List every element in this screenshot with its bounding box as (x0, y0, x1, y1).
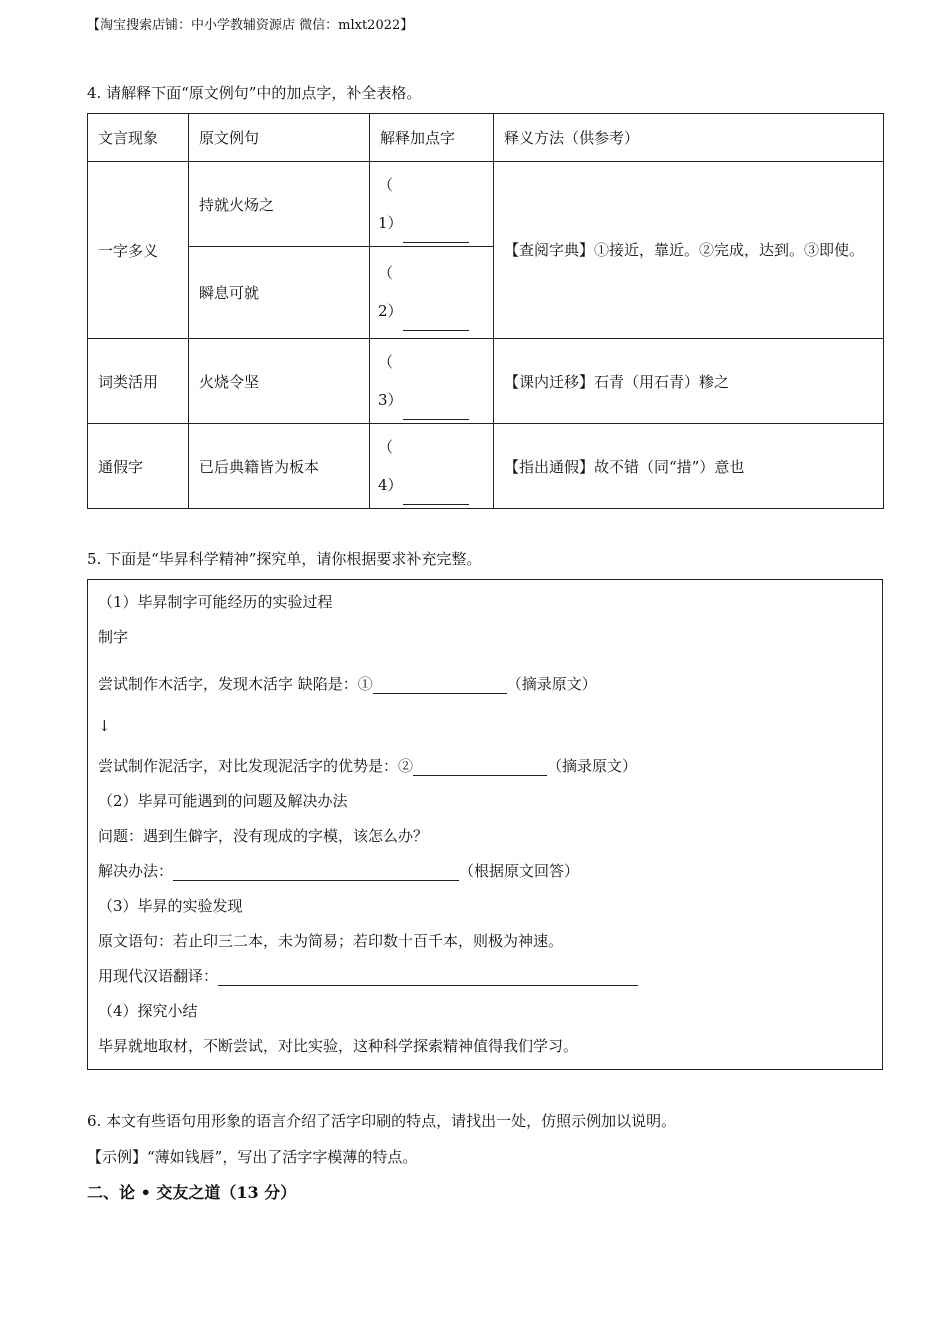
table-header: 解释加点字 (370, 114, 494, 162)
answer-open-paren: （ (378, 175, 394, 194)
question-6-example: 【示例】“薄如钱唇”，写出了活字字模薄的特点。 (87, 1148, 418, 1166)
answer-cell-1 (370, 162, 494, 247)
table-header: 文言现象 (88, 114, 189, 162)
answer-open-paren: （ (378, 264, 394, 282)
wood-type-line (98, 673, 597, 694)
table-header: 释义方法（供参考） (494, 114, 884, 162)
question-5-title: 5. 下面是“毕昇科学精神”探究单，请你根据要求补充完整。 (87, 550, 482, 568)
answer-blank-4[interactable] (403, 466, 469, 505)
part-4-title: （4）探究小结 (98, 1002, 198, 1020)
page-header: 【淘宝搜索店铺：中小学教辅资源店 微信：mlxt2022】 (87, 18, 414, 33)
answer-blank-solution[interactable] (173, 862, 459, 881)
answer-open-paren: （ (378, 352, 394, 371)
part-2-title: （2）毕昇可能遇到的问题及解决办法 (98, 792, 348, 810)
translation-prefix: 用现代汉语翻译： (98, 967, 219, 985)
clay-type-line (98, 755, 637, 776)
solution-line (98, 860, 579, 881)
translation-line (98, 965, 638, 986)
table-header: 原文例句 (189, 114, 370, 162)
clay-type-suffix: （摘录原文） (547, 757, 638, 775)
arrow-down-icon: ↓ (98, 717, 111, 735)
answer-blank-1[interactable] (403, 204, 469, 243)
wood-type-suffix: （摘录原文） (506, 675, 597, 693)
table-row (88, 339, 884, 424)
table-row (88, 162, 884, 247)
part-1-title: （1）毕昇制字可能经历的实验过程 (98, 593, 333, 611)
question-4-title: 4. 请解释下面“原文例句”中的加点字，补全表格。 (87, 84, 422, 102)
answer-blank-clay[interactable] (413, 757, 547, 776)
answer-number: 3） (378, 390, 403, 409)
answer-number: 4） (378, 475, 403, 494)
section-2-heading: 二、论 • 交友之道（13 分） (87, 1183, 297, 1202)
table-row (88, 424, 884, 509)
answer-blank-3[interactable] (403, 381, 469, 420)
table-header-row (88, 114, 884, 162)
answer-cell-4 (370, 424, 494, 509)
original-sentence: 原文语句：若止印三二本，未为简易；若印数十百千本，则极为神速。 (98, 932, 564, 950)
sentence-cell: 火烧令坚 (189, 339, 370, 424)
wood-type-prefix: 尝试制作木活字，发现木活字 缺陷是：① (98, 675, 373, 693)
answer-number: 1） (378, 213, 403, 232)
answer-open-paren: （ (378, 437, 394, 456)
phenomenon-cell: 通假字 (88, 424, 189, 509)
question-4-table (87, 113, 884, 509)
problem-text: 问题：遇到生僻字，没有现成的字模，该怎么办？ (98, 827, 429, 845)
sentence-cell: 瞬息可就 (189, 247, 370, 339)
method-cell: 【查阅字典】①接近，靠近。②完成，达到。③即使。 (494, 162, 884, 339)
part-3-title: （3）毕昇的实验发现 (98, 897, 243, 915)
solution-prefix: 解决办法： (98, 862, 174, 880)
answer-cell-2 (370, 247, 494, 339)
answer-cell-3 (370, 339, 494, 424)
question-6-title: 6. 本文有些语句用形象的语言介绍了活字印刷的特点，请找出一处，仿照示例加以说明。 (87, 1112, 677, 1130)
answer-number: 2） (378, 302, 403, 320)
sentence-cell: 持就火炀之 (189, 162, 370, 247)
summary-text: 毕昇就地取材，不断尝试，对比实验，这种科学探索精神值得我们学习。 (98, 1037, 579, 1055)
method-cell: 【指出通假】故不错（同“措”）意也 (494, 424, 884, 509)
method-cell: 【课内迁移】石青（用石青）糁之 (494, 339, 884, 424)
solution-suffix: （根据原文回答） (459, 862, 580, 880)
sentence-cell: 已后典籍皆为板本 (189, 424, 370, 509)
phenomenon-cell: 词类活用 (88, 339, 189, 424)
answer-blank-2[interactable] (403, 292, 469, 331)
clay-type-prefix: 尝试制作泥活字，对比发现泥活字的优势是：② (98, 757, 414, 775)
question-5-worksheet (87, 579, 883, 1070)
phenomenon-cell: 一字多义 (88, 162, 189, 339)
process-label: 制字 (98, 628, 129, 646)
answer-blank-translation[interactable] (218, 967, 638, 986)
answer-blank-wood[interactable] (373, 675, 507, 694)
